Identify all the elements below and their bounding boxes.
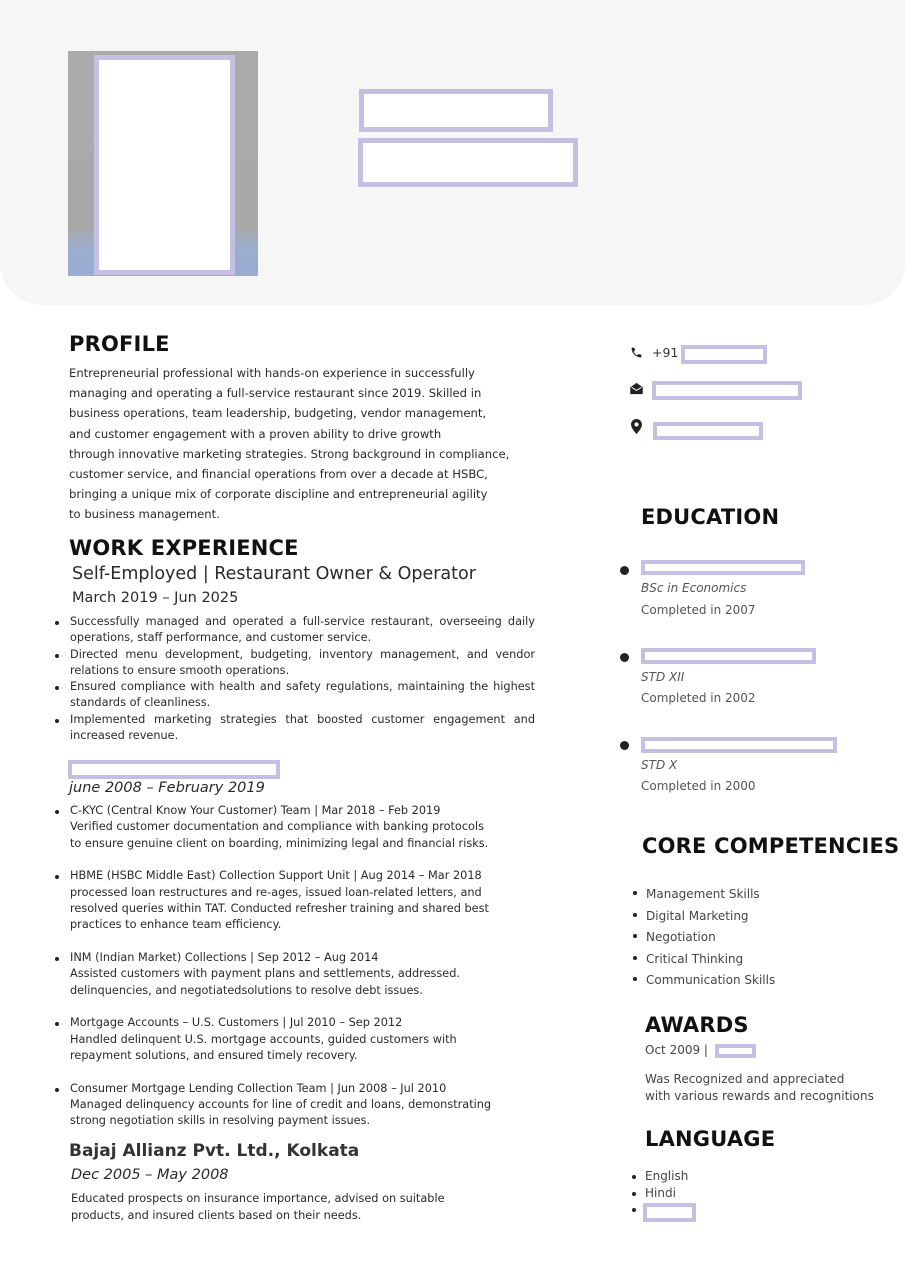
award-line: with various rewards and recognitions <box>645 1088 874 1103</box>
school-redaction <box>641 648 816 664</box>
role-line: Verified customer documentation and compliance with banking protocols <box>70 820 484 834</box>
name-redaction <box>359 89 553 132</box>
envelope-icon <box>628 380 644 396</box>
education-year: Completed in 2007 <box>641 603 756 617</box>
award-issuer-redaction <box>715 1044 756 1058</box>
education-bullet <box>620 566 629 575</box>
role-line: strong negotiation skills in resolving payment issues. <box>70 1114 371 1128</box>
list-item: Management Skills <box>632 884 775 906</box>
job-dates-restaurant: March 2019 – Jun 2025 <box>72 590 239 606</box>
profile-heading: PROFILE <box>69 332 170 356</box>
photo-redaction <box>94 55 235 275</box>
school-redaction <box>641 737 837 753</box>
location-redaction <box>653 422 763 440</box>
role-heading: INM (Indian Market) Collections | Sep 2012 – Aug 2014 <box>70 951 379 965</box>
list-item <box>53 950 538 999</box>
role-line: resolved queries within TAT. Conducted refresher training and shared best <box>70 901 489 915</box>
resume-header <box>0 0 905 305</box>
list-item: Negotiation <box>632 927 775 949</box>
awards-heading: AWARDS <box>645 1013 749 1037</box>
restaurant-duties-list <box>53 614 535 744</box>
profile-line: to business management. <box>69 507 220 522</box>
profile-line: and customer engagement with a proven ability to drive growth <box>69 426 442 441</box>
profile-line: through innovative marketing strategies. Strong background in compliance, <box>69 446 510 461</box>
role-heading: C-KYC (Central Know Your Customer) Team | Mar 2018 – Feb 2019 <box>70 804 441 817</box>
bajaj-line: products, and insured clients based on their needs. <box>71 1209 362 1222</box>
language-heading: LANGUAGE <box>645 1127 776 1151</box>
list-item: Directed menu development, budgeting, inventory management, and vendor relations to ensure smooth operations. <box>53 647 535 680</box>
role-line: repayment solutions, and ensured timely recovery. <box>70 1049 358 1063</box>
contact-email <box>628 380 644 396</box>
competencies-heading: CORE COMPETENCIES <box>642 834 900 858</box>
profile-line: customer service, and financial operations from over a decade at HSBC, <box>69 467 488 482</box>
list-item <box>53 1015 538 1064</box>
education-degree: STD XII <box>641 670 685 684</box>
hsbc-roles-list <box>53 803 538 1146</box>
job-dates-hsbc: june 2008 – February 2019 <box>69 780 265 796</box>
profile-line: bringing a unique mix of corporate discipline and entrepreneurial agility <box>69 487 488 502</box>
bajaj-description <box>71 1190 445 1224</box>
award-description <box>645 1071 874 1104</box>
contact-phone <box>628 344 678 360</box>
job-title-restaurant: Self-Employed | Restaurant Owner & Operator <box>72 564 476 584</box>
job-dates-bajaj: Dec 2005 – May 2008 <box>71 1167 229 1183</box>
profile-line: managing and operating a full-service restaurant since 2019. Skilled in <box>69 386 482 401</box>
list-item: Communication Skills <box>632 970 775 992</box>
role-heading: Mortgage Accounts – U.S. Customers | Jul 2010 – Sep 2012 <box>70 1016 403 1030</box>
phone-icon <box>628 344 644 360</box>
list-item: Successfully managed and operated a full-service restaurant, overseeing daily operations, staff performance, and customer service. <box>53 614 535 647</box>
job-title-redaction <box>358 138 578 187</box>
profile-line: business operations, team leadership, budgeting, vendor management, <box>69 406 487 421</box>
list-item: Digital Marketing <box>632 906 775 928</box>
award-date: Oct 2009 | <box>645 1043 708 1057</box>
education-year: Completed in 2002 <box>641 691 756 705</box>
list-item: English <box>631 1168 688 1185</box>
award-line: Was Recognized and appreciated <box>645 1072 845 1086</box>
role-line: processed loan restructures and re-ages, issued loan-related letters, and <box>70 885 482 899</box>
profile-summary <box>69 363 509 525</box>
school-redaction <box>641 560 805 575</box>
education-year: Completed in 2000 <box>641 779 756 793</box>
competencies-list <box>632 884 775 992</box>
location-pin-icon <box>628 418 644 434</box>
education-bullet <box>620 653 629 662</box>
profile-photo <box>68 51 258 276</box>
education-bullet <box>620 741 629 750</box>
role-line: to ensure genuine client on boarding, minimizing legal and financial risks. <box>70 836 489 850</box>
education-heading: EDUCATION <box>641 505 780 529</box>
employer-redaction <box>68 760 280 779</box>
role-heading: Consumer Mortgage Lending Collection Team | Jun 2008 – Jul 2010 <box>70 1081 447 1095</box>
role-line: Handled delinquent U.S. mortgage accounts, guided customers with <box>70 1032 457 1046</box>
role-line: Managed delinquency accounts for line of credit and loans, demonstrating <box>70 1098 492 1112</box>
list-item <box>53 803 538 852</box>
list-item: Hindi <box>631 1185 688 1202</box>
list-item <box>53 1081 538 1130</box>
contact-location <box>628 418 644 434</box>
job-title-bajaj: Bajaj Allianz Pvt. Ltd., Kolkata <box>69 1141 360 1161</box>
role-heading: HBME (HSBC Middle East) Collection Support Unit | Aug 2014 – Mar 2018 <box>70 869 482 883</box>
list-item <box>53 868 538 933</box>
list-item: Ensured compliance with health and safety regulations, maintaining the highest standards of cleanliness. <box>53 679 535 712</box>
phone-prefix: +91 <box>652 344 679 360</box>
profile-line: Entrepreneurial professional with hands-on experience in successfully <box>69 366 475 380</box>
phone-redaction <box>681 345 767 364</box>
list-item: Implemented marketing strategies that boosted customer engagement and increased revenue. <box>53 712 535 745</box>
email-redaction <box>652 381 802 400</box>
role-line: Assisted customers with payment plans and settlements, addressed. <box>70 967 461 981</box>
language-redaction <box>643 1203 696 1222</box>
education-degree: BSc in Economics <box>641 581 747 595</box>
role-line: practices to enhance team efficiency. <box>70 918 282 932</box>
education-degree: STD X <box>641 758 678 772</box>
work-experience-heading: WORK EXPERIENCE <box>69 536 299 560</box>
list-item: Critical Thinking <box>632 949 775 971</box>
role-line: delinquencies, and negotiatedsolutions to resolve debt issues. <box>70 983 423 997</box>
bajaj-line: Educated prospects on insurance importance, advised on suitable <box>71 1192 445 1205</box>
